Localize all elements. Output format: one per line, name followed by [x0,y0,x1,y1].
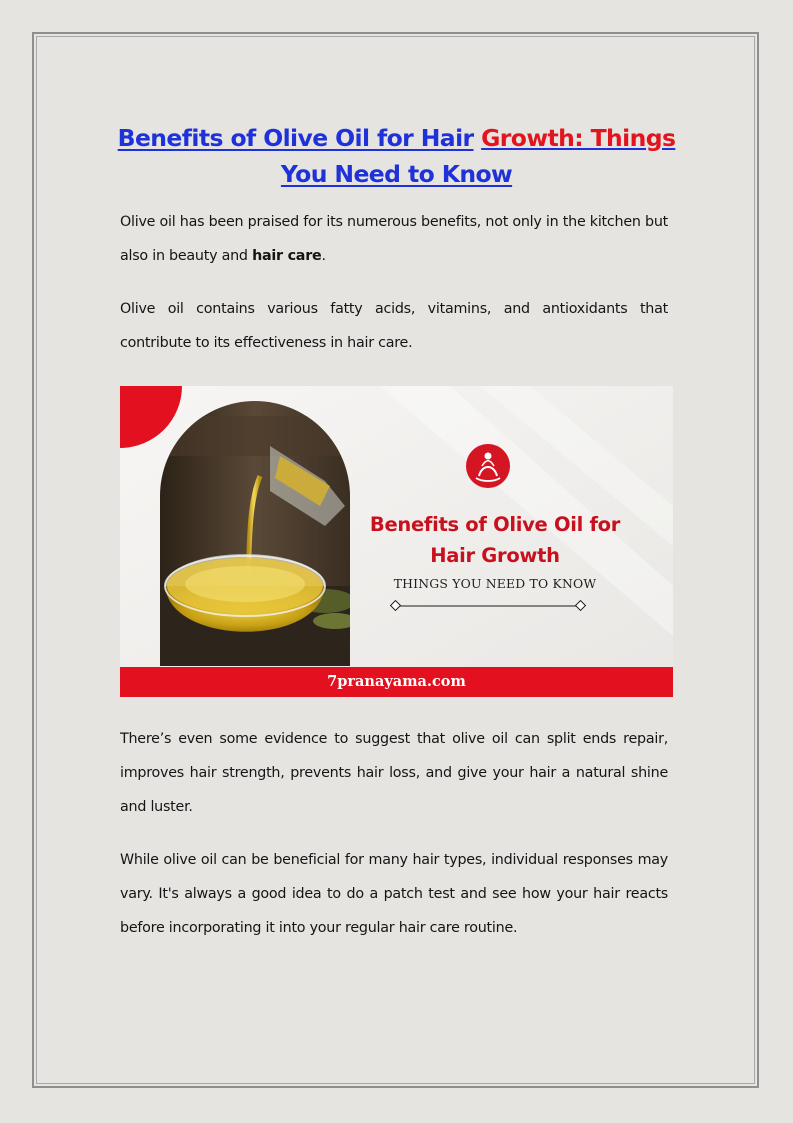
banner-title-line2: Hair Growth [430,544,560,567]
banner-title-line1: Benefits of Olive Oil for [369,513,621,536]
title-link-blue[interactable]: Benefits of Olive Oil for Hair [117,124,474,152]
banner-footer: 7pranayama.com [120,667,673,697]
banner-image [120,386,673,697]
paragraph-intro-end: . [321,248,326,264]
paragraph-evidence: There’s even some evidence to suggest that olive oil can split ends repair, improves hair strength, prevents hair loss, and give your hair a natural shine and luster. [120,731,668,815]
paragraph-composition: Olive oil contains various fatty acids, vitamins, and antioxidants that contribute to its effectiveness in hair care. [120,301,668,351]
paragraph-intro [120,205,668,273]
paragraph-patch-test: While olive oil can be beneficial for many hair types, individual responses may vary. It's always a good idea to do a patch test and see how your hair reacts before incorporating it into your regular hair care routine. [120,852,668,936]
banner-title [360,509,630,571]
page-title [110,120,683,192]
title-link-second-line[interactable]: You Need to Know [280,160,513,188]
paragraph-intro-text: Olive oil has been praised for its numerous benefits, not only in the kitchen but also in beauty and [120,214,668,264]
banner-subtitle: THINGS YOU NEED TO KNOW [393,576,597,591]
title-red-part: Growth: Things [481,124,676,152]
paragraph-intro-bold: hair care [252,248,322,264]
